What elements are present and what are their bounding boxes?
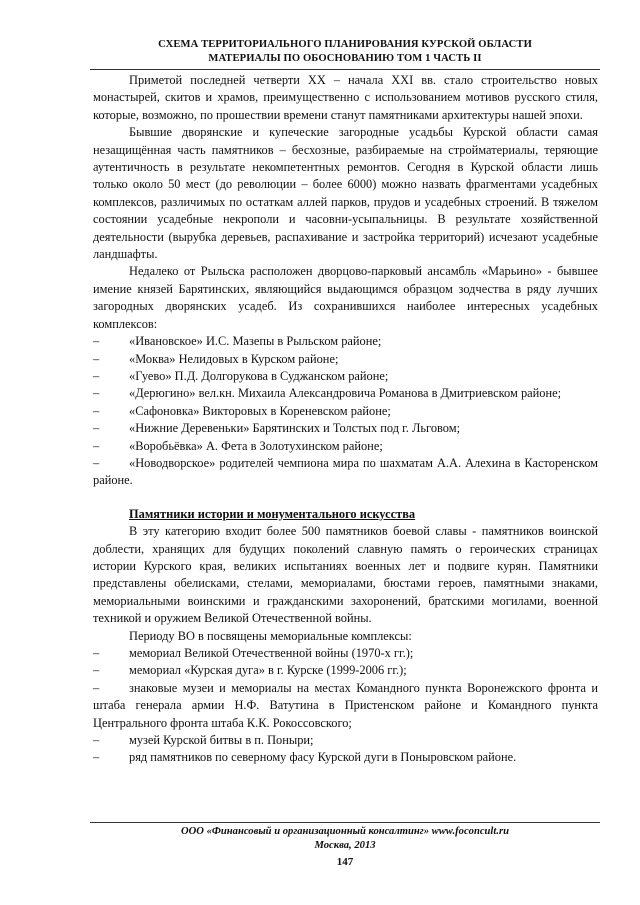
list-item-text: мемориал «Курская дуга» в г. Курске (1999-2006 гг.); xyxy=(129,663,407,678)
list-item-text: «Воробьёвка» А. Фета в Золотухинском районе; xyxy=(129,438,383,453)
list-dash: – xyxy=(93,403,100,418)
header-title: СХЕМА ТЕРРИТОРИАЛЬНОГО ПЛАНИРОВАНИЯ КУРСКОЙ ОБЛАСТИ xyxy=(158,39,532,50)
list-item xyxy=(93,351,598,368)
list-item xyxy=(93,732,598,749)
list-item-text: ряд памятников по северному фасу Курской дуги в Поныровском районе. xyxy=(129,750,517,765)
footer-city: Москва, 2013 xyxy=(314,839,376,851)
page-body xyxy=(93,72,598,767)
list-dash: – xyxy=(93,663,100,678)
list-item-text: «Моква» Нелидовых в Курском районе; xyxy=(129,351,339,366)
list-item xyxy=(93,662,598,679)
list-dash: – xyxy=(93,646,100,660)
header-subtitle: МАТЕРИАЛЫ ПО ОБОСНОВАНИЮ ТОМ 1 ЧАСТЬ II xyxy=(208,53,482,64)
paragraph-churches: Приметой последней четверти XX – начала XXI вв. стало строительство новых монастырей, скитов и храмов, преимущественно с использованием мотивов русского стиля, которые, возможно, по прошествии времени станут памятниками архитектуры нашей эпохи. xyxy=(93,73,598,122)
list-item xyxy=(93,438,598,455)
list-dash: – xyxy=(93,438,100,453)
list-item-text: «Сафоновка» Викторовых в Кореневском районе; xyxy=(129,403,391,418)
paragraph-monuments: В эту категорию входит более 500 памятников боевой славы - памятников воинской доблести, хранящих для будущих поколений славную память о героических страницах истории Курского края, великих испытаниях военных лет и подвиге курян. Памятники представлены обелисками, стелами, мемориалами, бюстами героев, памятными знаками, мемориальными воинскими и гражданскими захоронений, братскими могилами, военной техникой и оружием Великой Отечественной войны. xyxy=(93,524,598,626)
list-item-text: «Гуево» П.Д. Долгорукова в Суджанском районе; xyxy=(129,368,389,383)
list-item-text: мемориал Великой Отечественной войны (1970-х гг.); xyxy=(129,646,414,660)
list-dash: – xyxy=(93,680,100,695)
list-dash: – xyxy=(93,733,100,748)
section-heading: Памятники истории и монументального искусства xyxy=(129,506,416,521)
list-item xyxy=(93,403,598,420)
list-item-text: «Ивановское» И.С. Мазепы в Рыльском районе; xyxy=(129,334,382,349)
list-dash: – xyxy=(93,386,100,401)
list-item xyxy=(93,420,598,437)
paragraph-maryino: Недалеко от Рыльска расположен дворцово-парковый ансамбль «Марьино» - бывшее имение князей Барятинских, являющийся выдающимся образцом зодчества в ряду лучших загородных дворянских усадеб. Из сохранившихся наиболее интересных усадебных комплексов: xyxy=(93,264,598,331)
footer-company: ООО «Финансовый и организационный консалтинг» www.foconcult.ru xyxy=(181,826,509,837)
list-dash: – xyxy=(93,368,100,383)
page-header xyxy=(90,38,600,66)
list-dash: – xyxy=(93,750,100,765)
list-item-text: «Новодворское» родителей чемпиона мира по шахматам А.А. Алехина в Касторенском районе. xyxy=(93,455,598,488)
list-item-text: «Дерюгино» вел.кн. Михаила Александровича Романова в Дмитриевском районе; xyxy=(129,386,562,401)
list-dash: – xyxy=(93,351,100,366)
list-item-text: знаковые музеи и мемориалы на местах Командного пункта Воронежского фронта и штаба генерала армии Н.Ф. Ватутина в Пристенском районе и Командного пункта Центрального фронта штаба К.К. Рокоссовского; xyxy=(93,680,598,730)
paragraph-memorials-intro: Периоду ВО в посвящены мемориальные комплексы: xyxy=(129,628,412,643)
footer-divider xyxy=(90,822,600,823)
page-number: 147 xyxy=(336,856,354,868)
list-dash: – xyxy=(93,334,100,349)
list-dash: – xyxy=(93,421,100,436)
header-divider xyxy=(90,69,600,70)
list-item-text: музей Курской битвы в п. Поныри; xyxy=(129,733,314,748)
list-item xyxy=(93,333,598,350)
page-footer xyxy=(90,825,600,852)
list-item-text: «Нижние Деревеньки» Барятинских и Толстых под г. Льговом; xyxy=(129,421,461,436)
list-item xyxy=(93,455,598,490)
list-item xyxy=(93,680,598,732)
list-item xyxy=(93,645,598,662)
list-item xyxy=(93,385,598,402)
list-item xyxy=(93,749,598,766)
paragraph-estates: Бывшие дворянские и купеческие загородные усадьбы Курской области самая незащищённая часть памятников – бесхозные, разбираемые на стройматериалы, теряющие аутентичность в результате некомпетентных ремонтов. Сегодня в Курской области лишь только около 50 мест (до революции – более 6000) можно назвать фрагментами усадебных комплексов, различимых по остаткам аллей парков, прудов и усадебных строений. В тяжелом состоянии усадебные некрополи и часовни-усыпальницы. В результате хозяйственной деятельности (вырубка деревьев, распахивание и застройка территорий) исчезают усадебные ландшафты. xyxy=(93,125,598,262)
list-item xyxy=(93,368,598,385)
list-dash: – xyxy=(93,455,100,470)
